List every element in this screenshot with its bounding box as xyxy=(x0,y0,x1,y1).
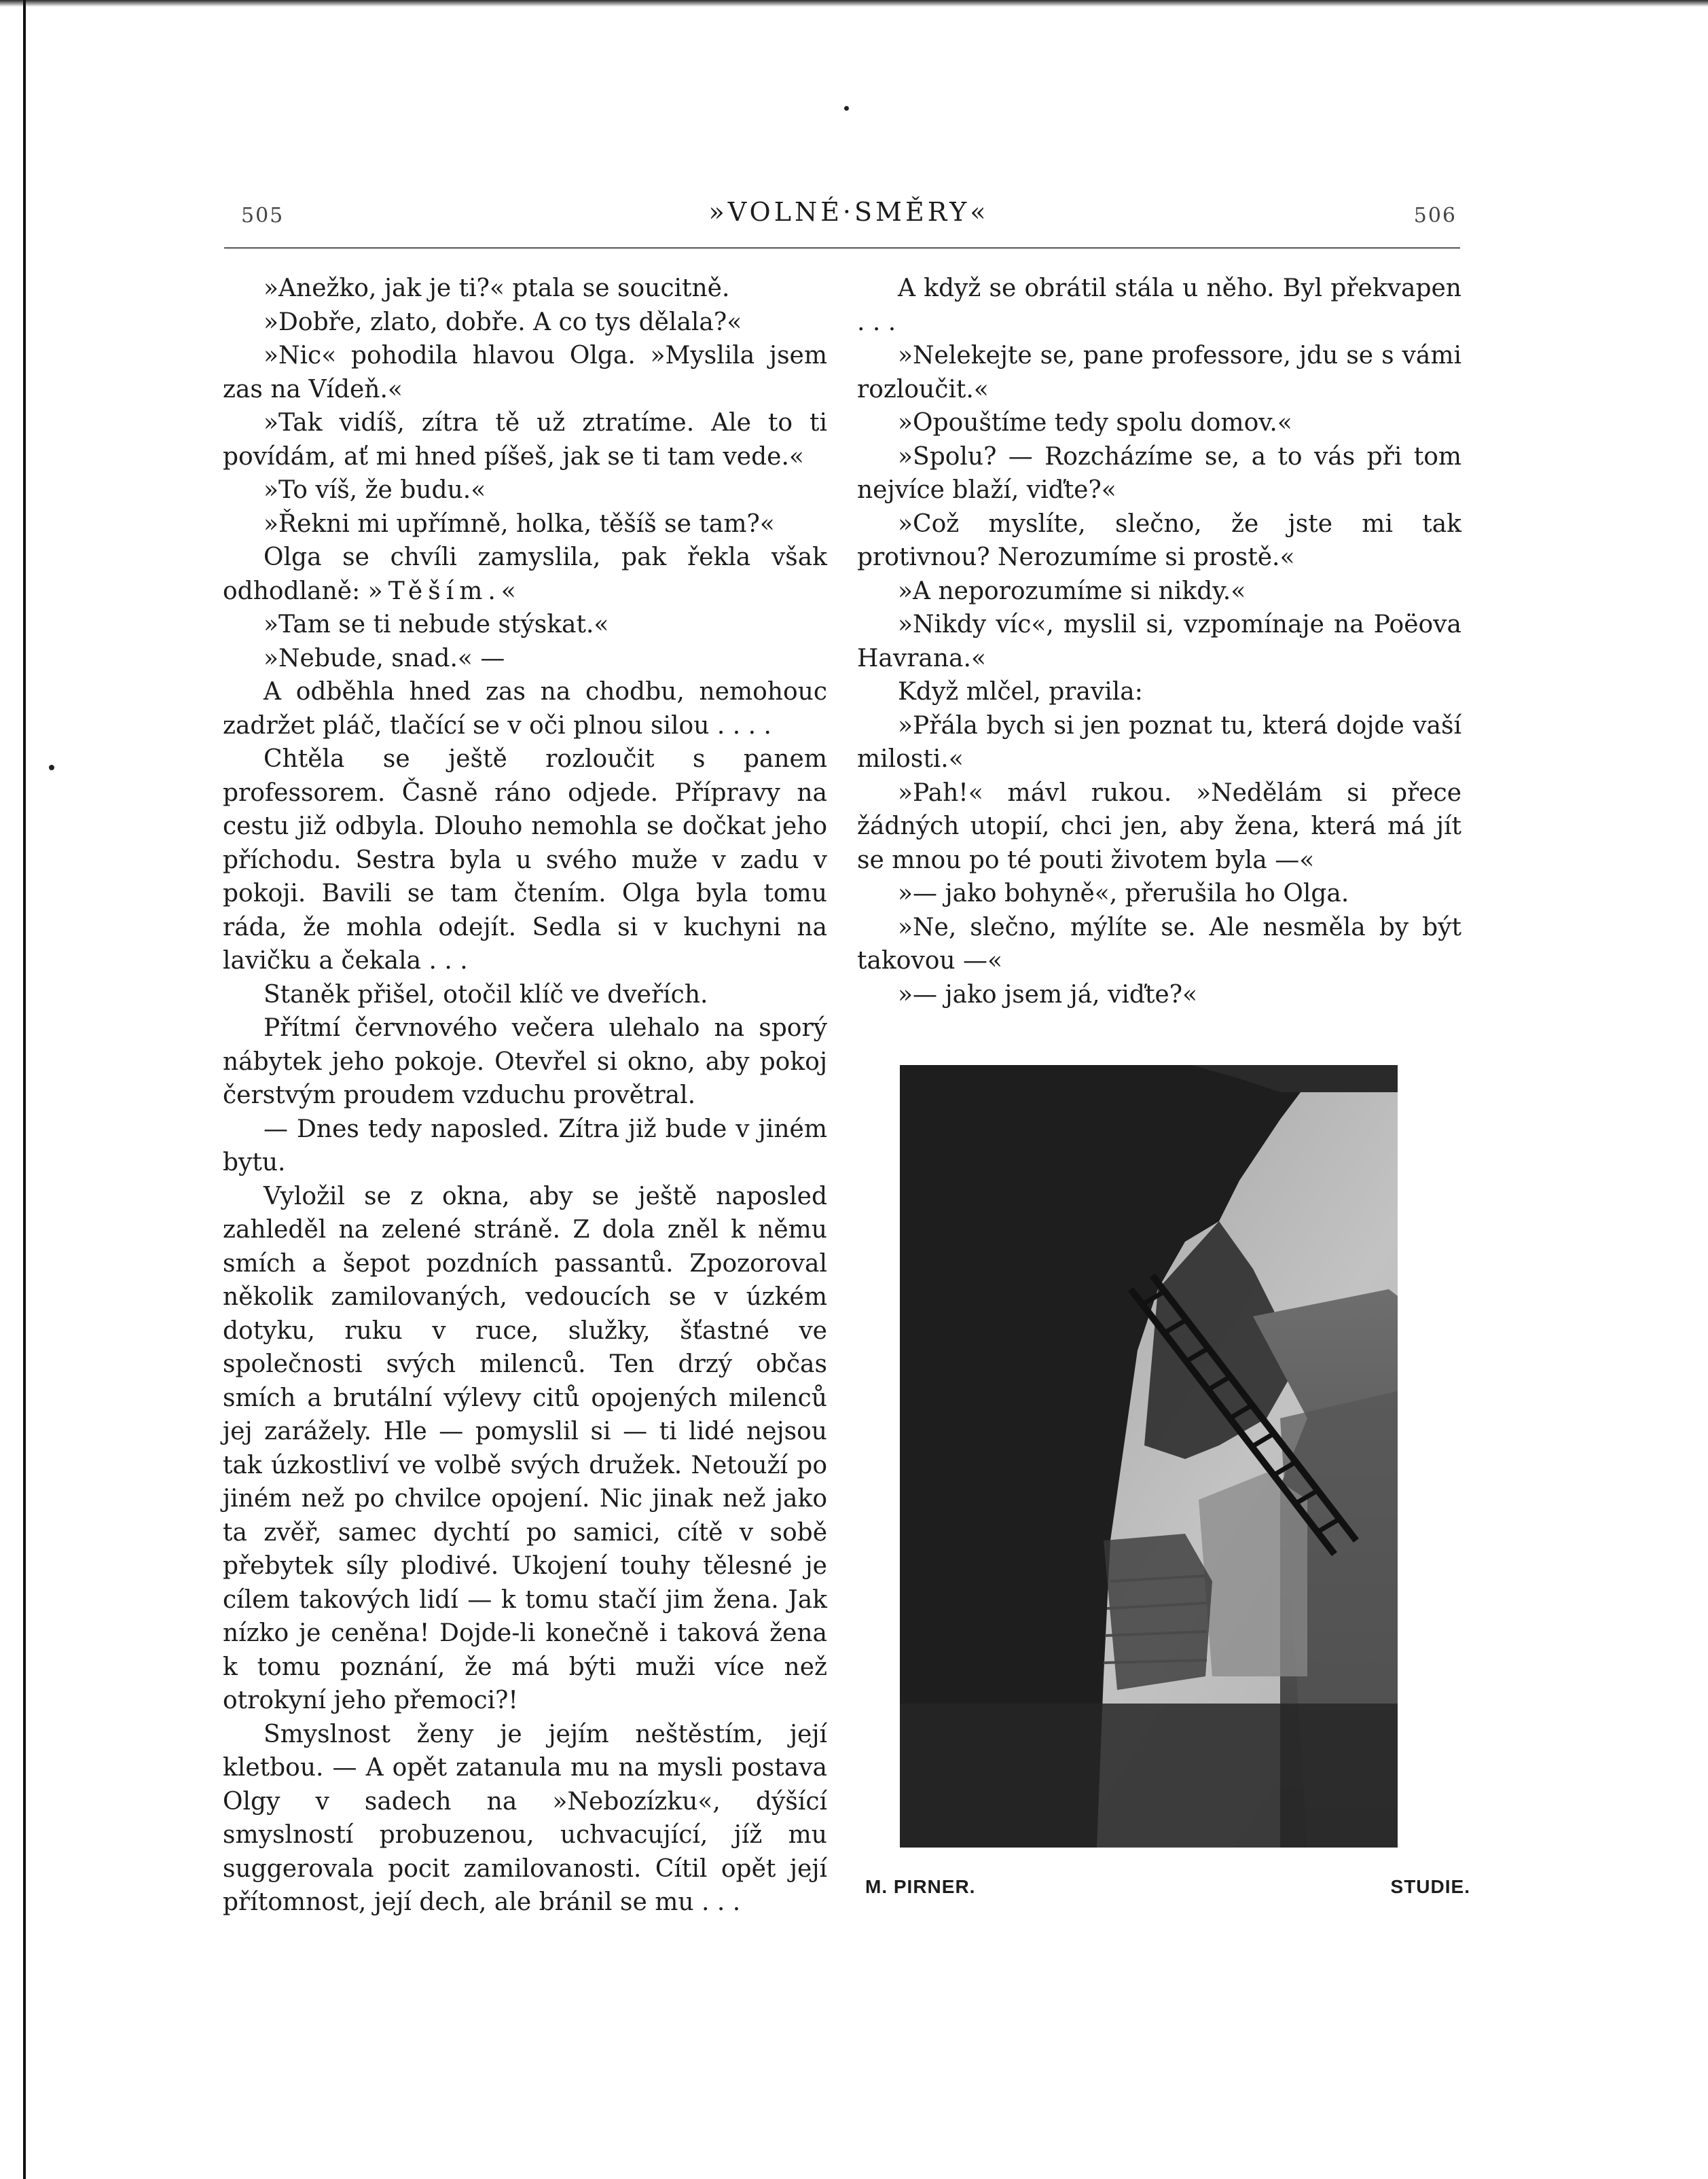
paragraph: »Což myslíte, slečno, že jste mi tak protivnou? Nerozumíme si prostě.« xyxy=(857,509,1461,571)
left-column xyxy=(223,272,827,1920)
page-top-shadow xyxy=(0,0,1708,7)
paragraph: »Opouštíme tedy spolu domov.« xyxy=(898,409,1292,437)
paragraph: »Dobře, zlato, dobře. A co tys dělala?« xyxy=(264,308,742,336)
paragraph: »To víš, že budu.« xyxy=(264,476,486,504)
paragraph: — Dnes tedy naposled. Zítra již bude v jiném bytu. xyxy=(223,1115,827,1176)
page-left-edge xyxy=(23,0,26,2179)
paragraph: »Spolu? — Rozcházíme se, a to vás při tom nejvíce blaží, viďte?« xyxy=(857,442,1461,504)
paragraph: »Přála bych si jen poznat tu, která dojde vaší milosti.« xyxy=(857,711,1461,773)
paragraph: »Nelekejte se, pane professore, jdu se s vámi rozloučit.« xyxy=(857,342,1461,403)
paragraph: A odběhla hned zas na chodbu, nemohouc zadržet pláč, tlačící se v oči plnou silou . . . . xyxy=(223,678,827,740)
emphasized-word: »Těším.« xyxy=(367,577,522,605)
stair-block xyxy=(1104,1534,1212,1690)
paragraph: A když se obrátil stála u něho. Byl překvapen . . . xyxy=(857,274,1461,336)
paragraph: »— jako bohyně«, přerušila ho Olga. xyxy=(898,880,1349,907)
paragraph: Přítmí červnového večera ulehalo na sporý nábytek jeho pokoje. Otevřel si okno, aby pokoj čerstvým proudem vzduchu provětral. xyxy=(223,1014,827,1109)
paragraph: Smyslnost ženy je jejím neštěstím, její kletbou. — A opět zatanula mu na mysli postava Olgy v sadech na »Nebozízku«, dýšící smyslností probuzenou, uchvacující, jíž mu suggerovala pocit zamilovanosti. Cítil opět její přítomnost, její dech, ale bránil se mu . . . xyxy=(223,1720,827,1916)
figure-title: STUDIE. xyxy=(1390,1876,1470,1897)
paragraph: »Tak vidíš, zítra tě už ztratíme. Ale to ti povídám, ať mi hned píšeš, jak se ti tam vede.« xyxy=(223,409,827,471)
paragraph: »Nic« pohodila hlavou Olga. »Myslila jsem zas na Vídeň.« xyxy=(223,342,827,403)
ground-shadow xyxy=(900,1704,1398,1848)
paragraph: »Nikdy víc«, myslil si, vzpomínaje na Poëova Havrana.« xyxy=(857,611,1461,672)
right-column xyxy=(857,272,1461,1011)
paragraph: Staněk přišel, otočil klíč ve dveřích. xyxy=(264,980,708,1009)
journal-title: »VOLNÉ·SMĚRY« xyxy=(708,197,989,227)
figure-artist-credit: M. PIRNER. xyxy=(865,1876,976,1897)
illustration-studie xyxy=(900,1065,1398,1848)
paragraph: »A neporozumíme si nikdy.« xyxy=(898,577,1246,605)
paragraph: »Pah!« mávl rukou. »Nedělám si přece žádných utopií, chci jen, aby žena, která má jít se mnou po té pouti životem byla —« xyxy=(857,778,1461,874)
paragraph xyxy=(223,541,827,608)
illustration-artwork xyxy=(900,1065,1398,1848)
paragraph: »Nebude, snad.« — xyxy=(264,644,505,672)
print-speck xyxy=(844,106,849,111)
paragraph: »Tam se ti nebude stýskat.« xyxy=(264,611,609,638)
page-number-right: 506 xyxy=(1413,204,1457,228)
paragraph-text: Olga se chvíli zamyslila, pak řekla však odhodlaně: xyxy=(223,543,827,605)
header-rule xyxy=(224,247,1460,249)
paragraph: »Anežko, jak je ti?« ptala se soucitně. xyxy=(264,274,730,302)
paragraph: »— jako jsem já, viďte?« xyxy=(898,980,1198,1009)
paragraph: Chtěla se ještě rozloučit s panem professorem. Časně ráno odjede. Přípravy na cestu již odbyla. Dlouho nemohla se dočkat jeho příchodu. Sestra byla u svého muže v zadu v pokoji. Bavili se tam čtením. Olga byla tomu ráda, že mohla odejít. Sedla si v kuchyni na lavičku a čekala . . . xyxy=(223,745,827,975)
page-number-left: 505 xyxy=(241,204,285,228)
paragraph: »Ne, slečno, mýlíte se. Ale nesměla by být takovou —« xyxy=(857,913,1461,975)
running-header xyxy=(241,197,1457,231)
paragraph: Když mlčel, pravila: xyxy=(898,678,1143,706)
print-speck xyxy=(49,765,54,770)
paragraph: Vyložil se z okna, aby se ještě naposled zahleděl na zelené stráně. Z dola zněl k němu smích a šepot pozdních passantů. Zpozoroval několik zamilovaných, vedoucích se v úzkém dotyku, ruku v ruce, služky, šťastné ve společnosti svých milenců. Ten drzý občas smích a brutální výlevy citů opojených milenců jej zarážely. Hle — pomyslil si — ti lidé nejsou tak úzkostliví ve volbě svých družek. Netouží po jiném než po chvilce opojení. Nic jinak než jako ta zvěř, samec dychtí po samici, cítě v sobě přebytek síly plodivé. Ukojení touhy tělesné je cílem takových lidí — k tomu stačí jim žena. Jak nízko je ceněna! Dojde-li konečně i taková žena k tomu poznání, že má býti muži více než otrokyní jeho přemoci?! xyxy=(223,1182,827,1714)
paragraph: »Řekni mi upřímně, holka, těšíš se tam?« xyxy=(264,509,775,538)
